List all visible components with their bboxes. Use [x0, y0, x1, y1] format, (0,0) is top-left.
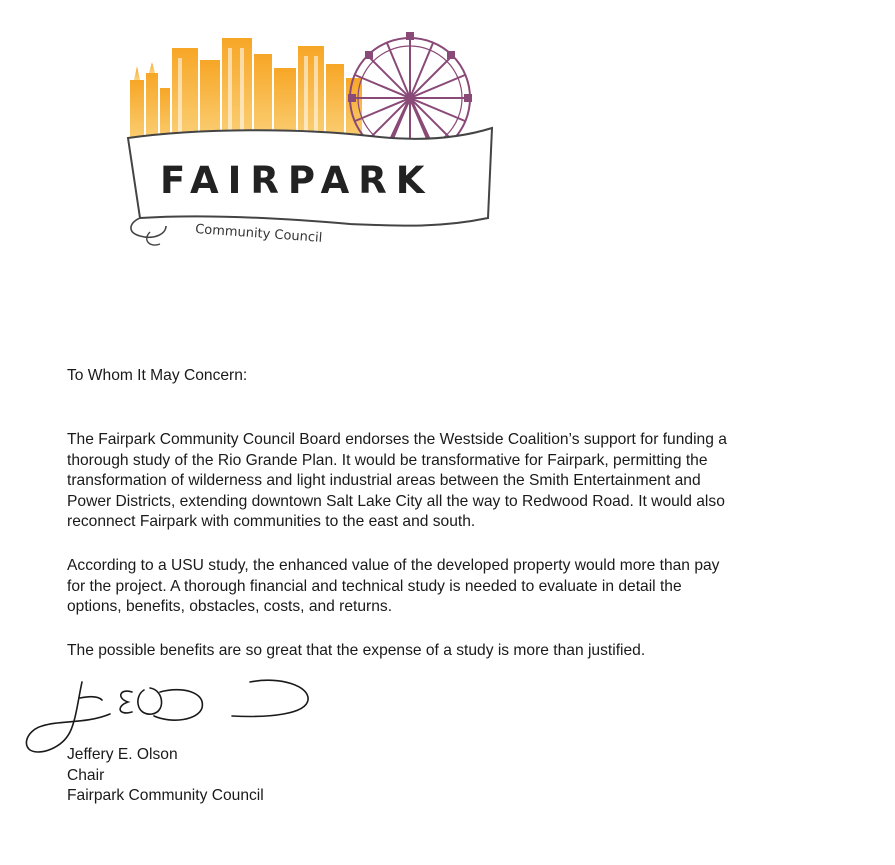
signer-organization: Fairpark Community Council	[67, 787, 264, 804]
signature-block	[67, 745, 264, 807]
paragraph-2-line: for the project. A thorough financial and technical study is needed to evaluate in detail the	[67, 577, 682, 595]
logo-title: FAIRPARK	[160, 159, 434, 202]
paragraph-1-line: Power Districts, extending downtown Salt Lake City all the way to Redwood Road. It would also	[67, 492, 725, 510]
fairpark-logo	[120, 18, 500, 258]
paragraph-1-line: The Fairpark Community Council Board endorses the Westside Coalition’s support for funding a	[67, 431, 727, 448]
paragraph-1-line: reconnect Fairpark with communities to the east and south.	[67, 513, 476, 530]
skyline-ferris-wheel-logo-icon	[120, 18, 500, 258]
logo-subtitle: Community Council	[194, 222, 323, 246]
signer-name: Jeffery E. Olson	[67, 746, 178, 763]
paragraph-1-line: transformation of wilderness and light industrial areas between the Smith Entertainment and	[67, 472, 701, 489]
paragraph-1	[67, 430, 727, 533]
salutation: To Whom It May Concern:	[67, 367, 248, 384]
paragraph-3: The possible benefits are so great that the expense of a study is more than justified.	[67, 642, 646, 659]
paragraph-2-line: options, benefits, obstacles, costs, and returns.	[67, 598, 393, 615]
paragraph-1-line: thorough study of the Rio Grande Plan. It would be transformative for Fairpark, permitting the	[67, 451, 708, 469]
paragraph-2	[67, 556, 719, 618]
signer-title: Chair	[67, 766, 105, 784]
paragraph-2-line: According to a USU study, the enhanced value of the developed property would more than pay	[67, 557, 720, 574]
